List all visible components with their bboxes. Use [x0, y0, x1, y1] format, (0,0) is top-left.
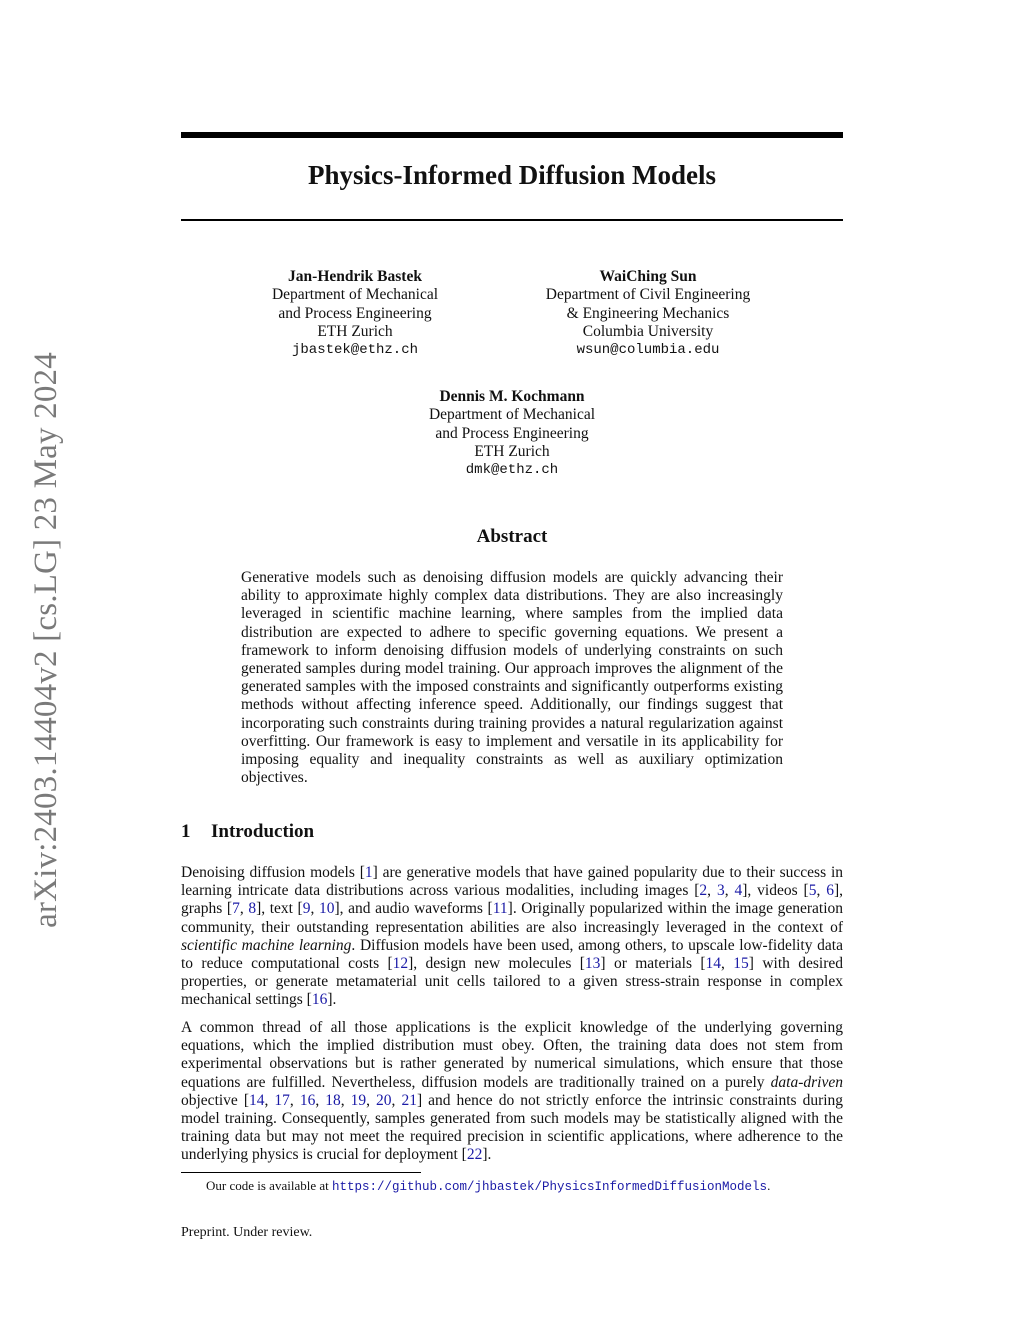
author-affiliation: and Process Engineering [435, 424, 589, 442]
title-rule-bottom [181, 219, 843, 221]
citation-link[interactable]: 7 [232, 900, 240, 918]
citation-link[interactable]: 8 [248, 900, 257, 918]
author-name: Jan-Hendrik Bastek [288, 268, 422, 285]
preprint-notice: Preprint. Under review. [181, 1225, 313, 1240]
paper-title: Physics-Informed Diffusion Models [307, 160, 716, 190]
citation-link[interactable]: 20 [376, 1091, 392, 1109]
author-affiliation: Department of Mechanical [271, 286, 439, 304]
citation-link[interactable]: 9 [302, 900, 311, 918]
author-affiliation: Department of Mechanical [428, 406, 596, 424]
citation-link[interactable]: 22 [466, 1146, 483, 1164]
citation-link[interactable]: 14 [705, 955, 722, 973]
citation-link[interactable]: 16 [311, 991, 328, 1009]
citation-link[interactable]: 18 [325, 1091, 341, 1109]
author-email[interactable]: wsun@columbia.edu [576, 342, 720, 359]
citation-link[interactable]: 6 [826, 882, 834, 900]
author-block-sun [518, 268, 778, 359]
section-heading-introduction [181, 821, 314, 843]
author-affiliation: ETH Zurich [317, 322, 393, 340]
citation-link[interactable]: 19 [350, 1091, 367, 1109]
author-affiliation: and Process Engineering [278, 304, 432, 322]
author-name: Dennis M. Kochmann [439, 388, 585, 405]
title-rule-top [181, 132, 843, 138]
citation-link[interactable]: 16 [299, 1091, 316, 1109]
citation-link[interactable]: 12 [392, 955, 409, 973]
citation-link[interactable]: 3 [716, 882, 725, 900]
citation-link[interactable]: 17 [274, 1091, 290, 1109]
author-affiliation: Department of Civil Engineering [545, 286, 751, 304]
citation-link[interactable]: 13 [584, 955, 601, 973]
intro-paragraph-2: A common thread of all those applications is the explicit knowledge of the underlying governing equations, which the implied distribution must obey. Often, the training data does not stem from experimental observations but is rather generated by numerical simulations, which ensure that those equations are fulfilled. Nevertheless, diffusion models are traditionally trained on a purely data-driven objective [14, 17, 16, 18, 19, 20, 21] and hence do not strictly enforce the intrinsic constraints during model training. Consequently, samples generated from such models may be statistically aligned with the training data but may not meet the required precision in scientific applications, where adherence to the underlying physics is crucial for deployment [22]. [181, 1019, 844, 1164]
author-name: WaiChing Sun [599, 268, 697, 285]
author-affiliation: ETH Zurich [474, 442, 550, 460]
code-repository-link[interactable]: https://github.com/jhbastek/PhysicsInformedDiffusionModels [331, 1180, 768, 1194]
author-affiliation: Columbia University [582, 322, 714, 340]
emphasis-text: scientific machine learning [181, 936, 352, 954]
citation-link[interactable]: 21 [401, 1091, 417, 1109]
citation-link[interactable]: 10 [318, 900, 335, 918]
citation-link[interactable]: 14 [249, 1091, 265, 1109]
emphasis-text: data-driven [770, 1073, 843, 1091]
author-email[interactable]: dmk@ethz.ch [465, 462, 559, 479]
author-block-kochmann [392, 388, 632, 479]
citation-link[interactable]: 1 [364, 864, 373, 881]
citation-link[interactable]: 5 [808, 882, 817, 900]
abstract-text: Generative models such as denoising diffusion models are quickly advancing their ability to approximate highly complex data distributions. They are also increasingly leveraged in scientific machine learning, where samples from the implied data distribution are expected to adhere to specific governing equations. We present a framework to inform denoising diffusion models of underlying constraints on such generated samples during model training. Our approach improves the alignment of the generated samples with the imposed constraints and significantly outperforms existing methods without affecting inference speed. Additionally, our findings suggest that incorporating such constraints during training provides a natural regularization against overfitting. Our framework is easy to implement and versatile in its applicability for imposing equality and inequality constraints as well as auxiliary optimization objectives. [241, 569, 783, 787]
citation-link[interactable]: 11 [492, 900, 508, 918]
intro-paragraph-1: Denoising diffusion models [1] are generative models that have gained popularity due to their success in learning intricate data distributions across various modalities, including images [2, 3, 4], videos [5, 6], graphs [7, 8], text [9, 10], and audio waveforms [11]. Originally popularized within the image generation community, their outstanding representation abilities are also increasingly leveraged in the context of scientific machine learning. Diffusion models have been used, among others, to upscale low-fidelity data to reduce computational costs [12], design new molecules [13] or materials [14, 15] with desired properties, or generate metamaterial unit cells tailored to a given stress-strain response in complex mechanical settings [16]. [181, 864, 844, 1009]
abstract-heading: Abstract [476, 526, 548, 547]
section-number: 1 [181, 821, 191, 842]
author-affiliation: & Engineering Mechanics [566, 304, 730, 322]
section-title: Introduction [211, 821, 315, 842]
author-email[interactable]: jbastek@ethz.ch [291, 342, 419, 359]
citation-link[interactable]: 15 [733, 955, 749, 973]
citation-link[interactable]: 2 [699, 882, 708, 900]
footnote: Our code is available at https://github.com/jhbastek/PhysicsInformedDiffusionModels. [206, 1178, 771, 1194]
arxiv-identifier: arXiv:2403.14404v2 [cs.LG] 23 May 2024 [28, 352, 64, 928]
author-block-bastek [235, 268, 475, 359]
footnote-rule [181, 1172, 421, 1173]
citation-link[interactable]: 4 [734, 882, 743, 900]
